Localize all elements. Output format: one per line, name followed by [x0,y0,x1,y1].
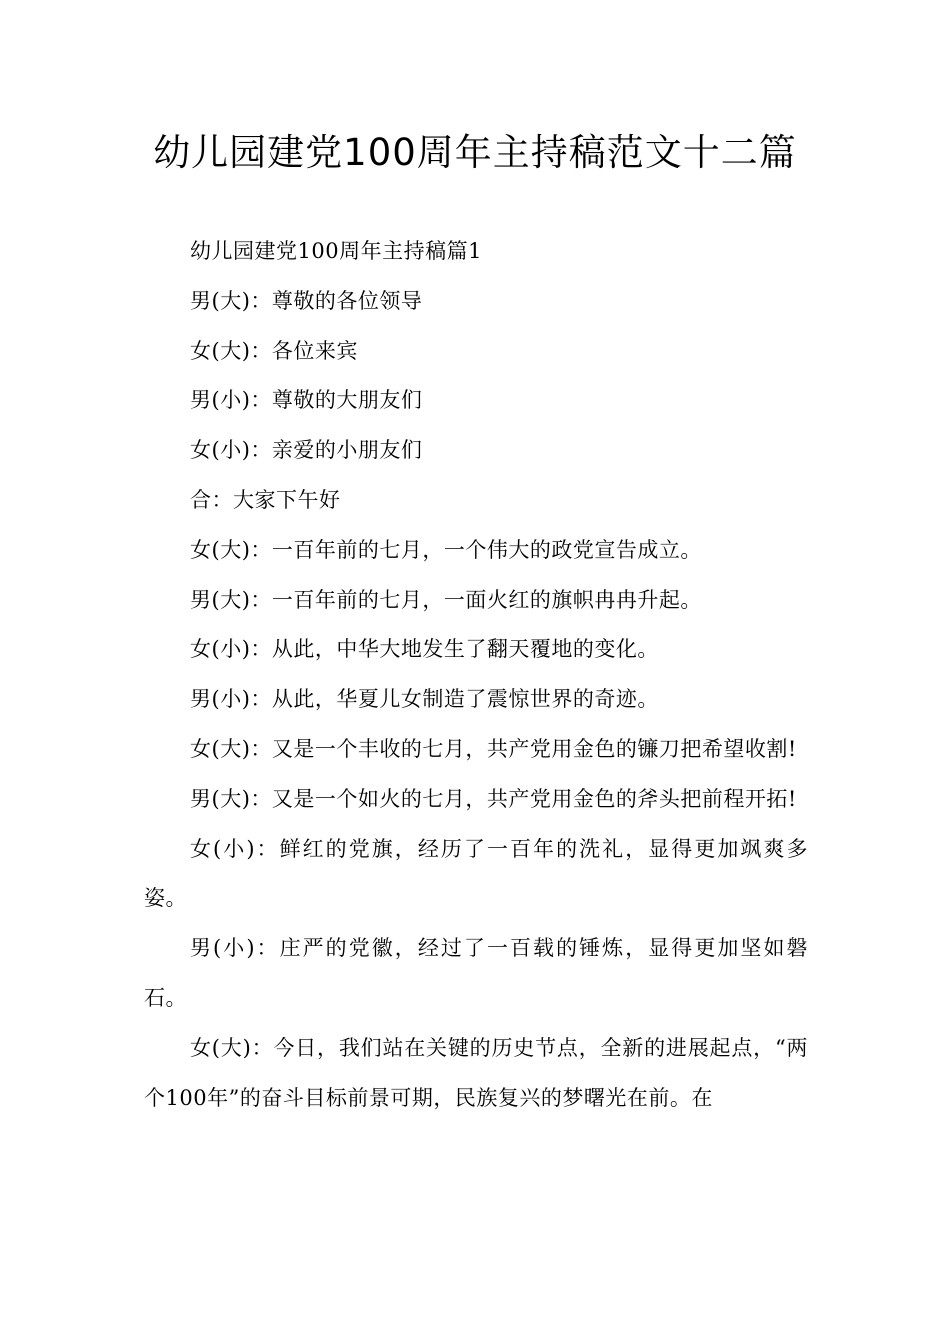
paragraph: 男(小)：从此，华夏儿女制造了震惊世界的奇迹。 [190,687,659,712]
paragraph: 男(小)：庄严的党徽，经过了一百载的锤炼，显得更加坚如磐石。 [144,936,808,1010]
paragraph: 女(小)：亲爱的小朋友们 [190,438,423,463]
paragraph: 男(小)：尊敬的大朋友们 [190,388,423,413]
paragraph-heading: 幼儿园建党100周年主持稿篇1 [190,239,482,263]
document-title: 幼儿园建党100周年主持稿范文十二篇 [153,131,797,174]
paragraph: 合：大家下午好 [190,487,341,512]
paragraph: 男(大)：一百年前的七月，一面火红的旗帜冉冉升起。 [190,587,702,612]
paragraph: 男(大)：尊敬的各位领导 [190,288,423,313]
document-body [144,227,808,1123]
paragraph: 女(小)：鲜红的党旗，经历了一百年的洗礼，显得更加飒爽多姿。 [144,836,808,911]
paragraph: 女(大)：又是一个丰收的七月，共产党用金色的镰刀把希望收割! [190,736,797,761]
paragraph: 女(小)：从此，中华大地发生了翻天覆地的变化。 [190,637,659,662]
paragraph: 女(大)：各位来宾 [190,338,358,363]
paragraph: 男(大)：又是一个如火的七月，共产党用金色的斧头把前程开拓! [190,786,797,811]
paragraph: 女(大)：今日，我们站在关键的历史节点，全新的进展起点，“两个100年”的奋斗目标前景可期，民族复兴的梦曙光在前。在 [144,1035,808,1110]
paragraph: 女(大)：一百年前的七月，一个伟大的政党宣告成立。 [190,537,702,562]
